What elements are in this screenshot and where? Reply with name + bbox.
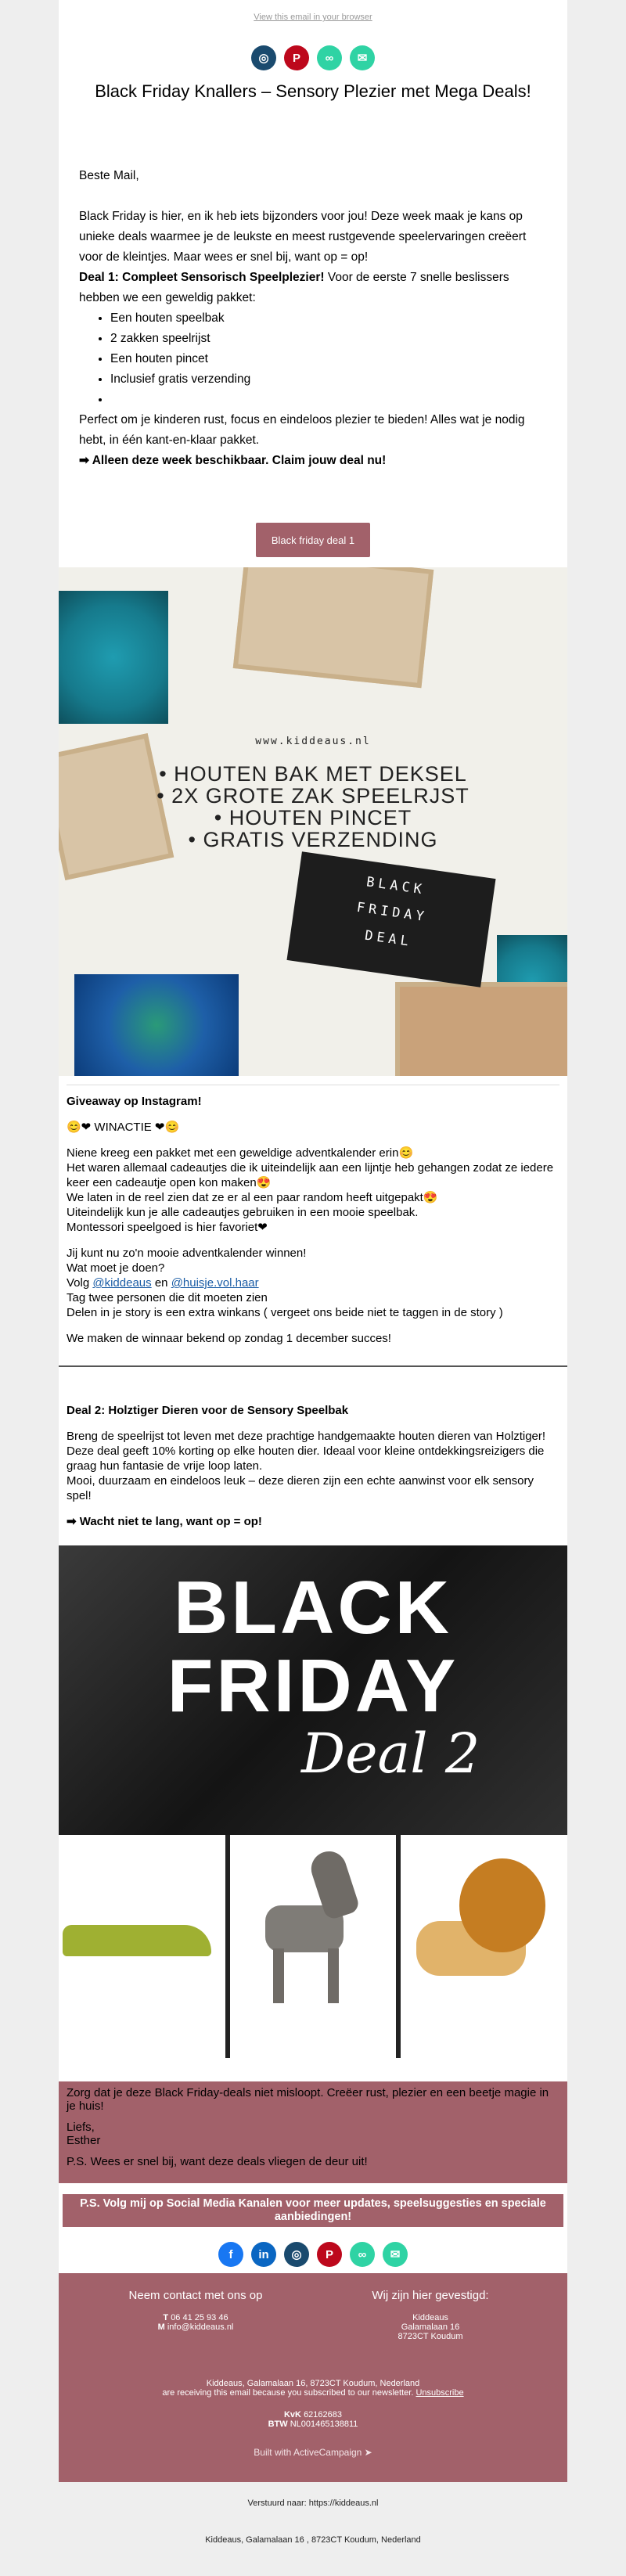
text-line: Het waren allemaal cadeautjes die ik uiteindelijk aan een lijntje heb gehangen zodat ze iedere keer een cadeautje open kon maken😍 — [67, 1161, 554, 1189]
deal2-title: Deal 2: Holztiger Dieren voor de Sensory Speelbak — [67, 1404, 349, 1417]
list-item: • 2 zakken speelrijst — [110, 329, 549, 349]
wooden-tray-decor — [233, 567, 434, 688]
closing-ps: P.S. Wees er snel bij, want deze deals vliegen de deur uit! — [67, 2155, 368, 2168]
view-in-browser-link[interactable]: View this email in your browser — [254, 13, 372, 22]
linkedin-icon[interactable]: in — [251, 2242, 276, 2267]
deal1-heading — [79, 268, 549, 308]
winactie-line: 😊❤ WINACTIE ❤😊 — [67, 1121, 180, 1134]
deal1-text: Voor de eerste 7 snelle beslissers hebben we een geweldig pakket: — [79, 271, 509, 304]
list-item: • Inclusief gratis verzending — [110, 369, 549, 390]
image-url-text: www.kiddeaus.nl — [255, 736, 371, 747]
sent-to-text: Verstuurd naar: https://kiddeaus.nl — [247, 2499, 379, 2508]
email-body — [59, 0, 567, 2482]
link-icon[interactable]: ∞ — [350, 2242, 375, 2267]
text-line: Delen in je story is een extra winkans ( vergeet ons beide niet te taggen in de story ) — [67, 1306, 503, 1319]
text-line: en — [151, 1276, 171, 1290]
deal2-section — [67, 1403, 559, 1540]
list-item: • Een houten pincet — [110, 349, 549, 369]
image-bullet: • HOUTEN BAK MET DEKSEL — [159, 762, 467, 786]
footer-contact-title: Neem contact met ons op — [128, 2289, 263, 2302]
bottom-address: Kiddeaus, Galamalaan 16 , 8723CT Koudum, Nederland — [205, 2535, 421, 2545]
lion-panel — [401, 1835, 567, 2058]
banner-headline — [59, 1566, 567, 1728]
link-icon[interactable]: ∞ — [317, 45, 342, 70]
mail-label: M — [157, 2322, 165, 2332]
black-friday-deal1-button[interactable]: Black friday deal 1 — [256, 523, 370, 557]
email-title: Black Friday Knallers – Sensory Plezier met Mega Deals! — [95, 81, 531, 101]
badge-line: BLACK — [365, 874, 427, 898]
text-line: Montessori speelgoed is hier favoriet❤ — [67, 1221, 268, 1234]
list-item — [110, 390, 549, 410]
kvk-label: KvK — [283, 2410, 301, 2419]
deal1-title: Deal 1: Compleet Sensorisch Speelplezier! — [79, 271, 325, 284]
donkey-leg — [273, 1948, 284, 2003]
text-line: Breng de speelrijst tot leven met deze prachtige handgemaakte houten dieren van Holztiger! — [67, 1430, 546, 1443]
kvk-number: 62162683 — [304, 2410, 343, 2419]
footer-location — [313, 2289, 548, 2341]
social-icons-top — [59, 45, 567, 70]
huisje-vol-haar-link[interactable]: @huisje.vol.haar — [171, 1276, 259, 1290]
lion-mane — [459, 1858, 545, 1952]
btw-label: BTW — [268, 2419, 288, 2429]
black-friday-badge — [286, 851, 495, 987]
text-line: We laten in de reel zien dat ze er al een paar random heeft uitgepakt😍 — [67, 1191, 438, 1204]
text-line: Jij kunt nu zo'n mooie adventkalender winnen! — [67, 1247, 307, 1260]
subscribe-text: are receiving this email because you subscribed to our newsletter. — [162, 2388, 414, 2398]
text-line: Liefs, — [67, 2121, 95, 2134]
text-line: Esther — [67, 2134, 101, 2147]
location-line: Kiddeaus — [412, 2313, 448, 2322]
text-line: Volg — [67, 1276, 93, 1290]
deal1-list — [79, 308, 549, 410]
image-bullet: • HOUTEN PINCET — [214, 806, 412, 829]
badge-line: FRIDAY — [355, 899, 429, 926]
banner-script: Deal 2 — [301, 1722, 480, 1786]
btw-number: NL001465138811 — [290, 2419, 358, 2429]
deal1-image[interactable] — [59, 567, 567, 1076]
wooden-animals-image[interactable] — [59, 1835, 567, 2058]
activecampaign-badge[interactable]: Built with ActiveCampaign ➤ — [254, 2447, 372, 2458]
social-icons-bottom — [59, 2242, 567, 2267]
email-address[interactable]: info@kiddeaus.nl — [167, 2322, 234, 2332]
giveaway-section — [67, 1094, 559, 1357]
intro-paragraph: Black Friday is hier, en ik heb iets bijzonders voor jou! Deze week maak je kans op unieke deals waarmee je de leukste en meest rustgevende speelervaringen creëert voor de kleintjes. Maar wees er snel bij, want op = op! — [79, 210, 527, 264]
deal2-paragraph — [67, 1429, 559, 1503]
deal2-banner-image[interactable] — [59, 1545, 567, 1835]
instagram-icon[interactable]: ◎ — [251, 45, 276, 70]
signature — [67, 2121, 559, 2147]
list-item: • Een houten speelbak — [110, 308, 549, 329]
donkey-leg — [328, 1948, 339, 2003]
giveaway-paragraph3: We maken de winnaar bekend op zondag 1 december succes! — [67, 1332, 391, 1345]
image-bullet: • GRATIS VERZENDING — [188, 828, 438, 851]
instagram-icon[interactable]: ◎ — [284, 2242, 309, 2267]
unsubscribe-link[interactable]: Unsubscribe — [416, 2388, 464, 2398]
social-ps-banner: P.S. Volg mij op Social Media Kanalen voor meer updates, speelsuggesties en speciale aanbiedingen! — [63, 2194, 563, 2227]
address-line: Kiddeaus, Galamalaan 16, 8723CT Koudum, Nederland — [206, 2379, 420, 2388]
text-line: Uiteindelijk kun je alle cadeautjes gebruiken in een mooie speelbak. — [67, 1206, 419, 1219]
footer-location-title: Wij zijn hier gevestigd: — [372, 2289, 489, 2302]
location-line: Galamalaan 16 — [401, 2322, 460, 2332]
blue-rice-decor — [59, 591, 168, 724]
facebook-icon[interactable]: f — [218, 2242, 243, 2267]
badge-line: DEAL — [363, 927, 414, 950]
text-line: Mooi, duurzaam en eindeloos leuk – deze dieren zijn een echte aanwinst voor elk sensory spel! — [67, 1474, 534, 1502]
text-line: Deze deal geeft 10% korting op elke houten dier. Ideaal voor kleine ontdekkingsreizigers die graag hun fantasie de vrije loop laten. — [67, 1445, 545, 1473]
crocodile-figure — [63, 1925, 211, 1956]
deal1-cta: ➡ Alleen deze week beschikbaar. Claim jouw deal nu! — [79, 454, 387, 467]
banner-line: BLACK — [174, 1566, 452, 1650]
giveaway-paragraph1 — [67, 1146, 559, 1235]
divider — [59, 1365, 567, 1367]
deal2-cta: ➡ Wacht niet te lang, want op = op! — [67, 1515, 262, 1528]
closing-paragraph: Zorg dat je deze Black Friday-deals niet misloopt. Creëer rust, plezier en een beetje magie in je huis! — [67, 2086, 549, 2113]
giveaway-paragraph2 — [67, 1246, 559, 1320]
deal1-image-text — [59, 736, 567, 851]
mail-icon[interactable]: ✉ — [350, 45, 375, 70]
greeting: Beste Mail, — [79, 169, 139, 182]
phone-number[interactable]: 06 41 25 93 46 — [171, 2313, 228, 2322]
phone-label: T — [163, 2313, 169, 2322]
text-line: Wat moet je doen? — [67, 1261, 165, 1275]
image-bullet: • 2X GROTE ZAK SPEELRJST — [156, 784, 470, 808]
text-line: Niene kreeg een pakket met een geweldige adventkalender erin😊 — [67, 1146, 414, 1160]
location-line: 8723CT Koudum — [398, 2332, 463, 2341]
mail-icon[interactable]: ✉ — [383, 2242, 408, 2267]
footer-registration — [59, 2410, 567, 2429]
footer-contact — [78, 2289, 313, 2332]
intro-section — [79, 166, 549, 471]
banner-line: FRIDAY — [167, 1644, 459, 1728]
closing-section — [59, 2081, 567, 2183]
text-line: Tag twee personen die dit moeten zien — [67, 1291, 268, 1304]
pinterest-icon[interactable]: P — [317, 2242, 342, 2267]
wooden-tray-decor — [395, 982, 567, 1076]
footer — [59, 2273, 567, 2482]
kiddeaus-instagram-link[interactable]: @kiddeaus — [92, 1276, 152, 1290]
pinterest-icon[interactable]: P — [284, 45, 309, 70]
crocodile-panel — [59, 1835, 230, 2058]
after-list-text: Perfect om je kinderen rust, focus en eindeloos plezier te bieden! Alles wat je nodig hebt, in één kant-en-klaar pakket. — [79, 413, 525, 447]
footer-address — [59, 2379, 567, 2398]
giveaway-title: Giveaway op Instagram! — [67, 1095, 202, 1108]
rice-mix-decor — [74, 974, 239, 1076]
donkey-panel — [230, 1835, 401, 2058]
